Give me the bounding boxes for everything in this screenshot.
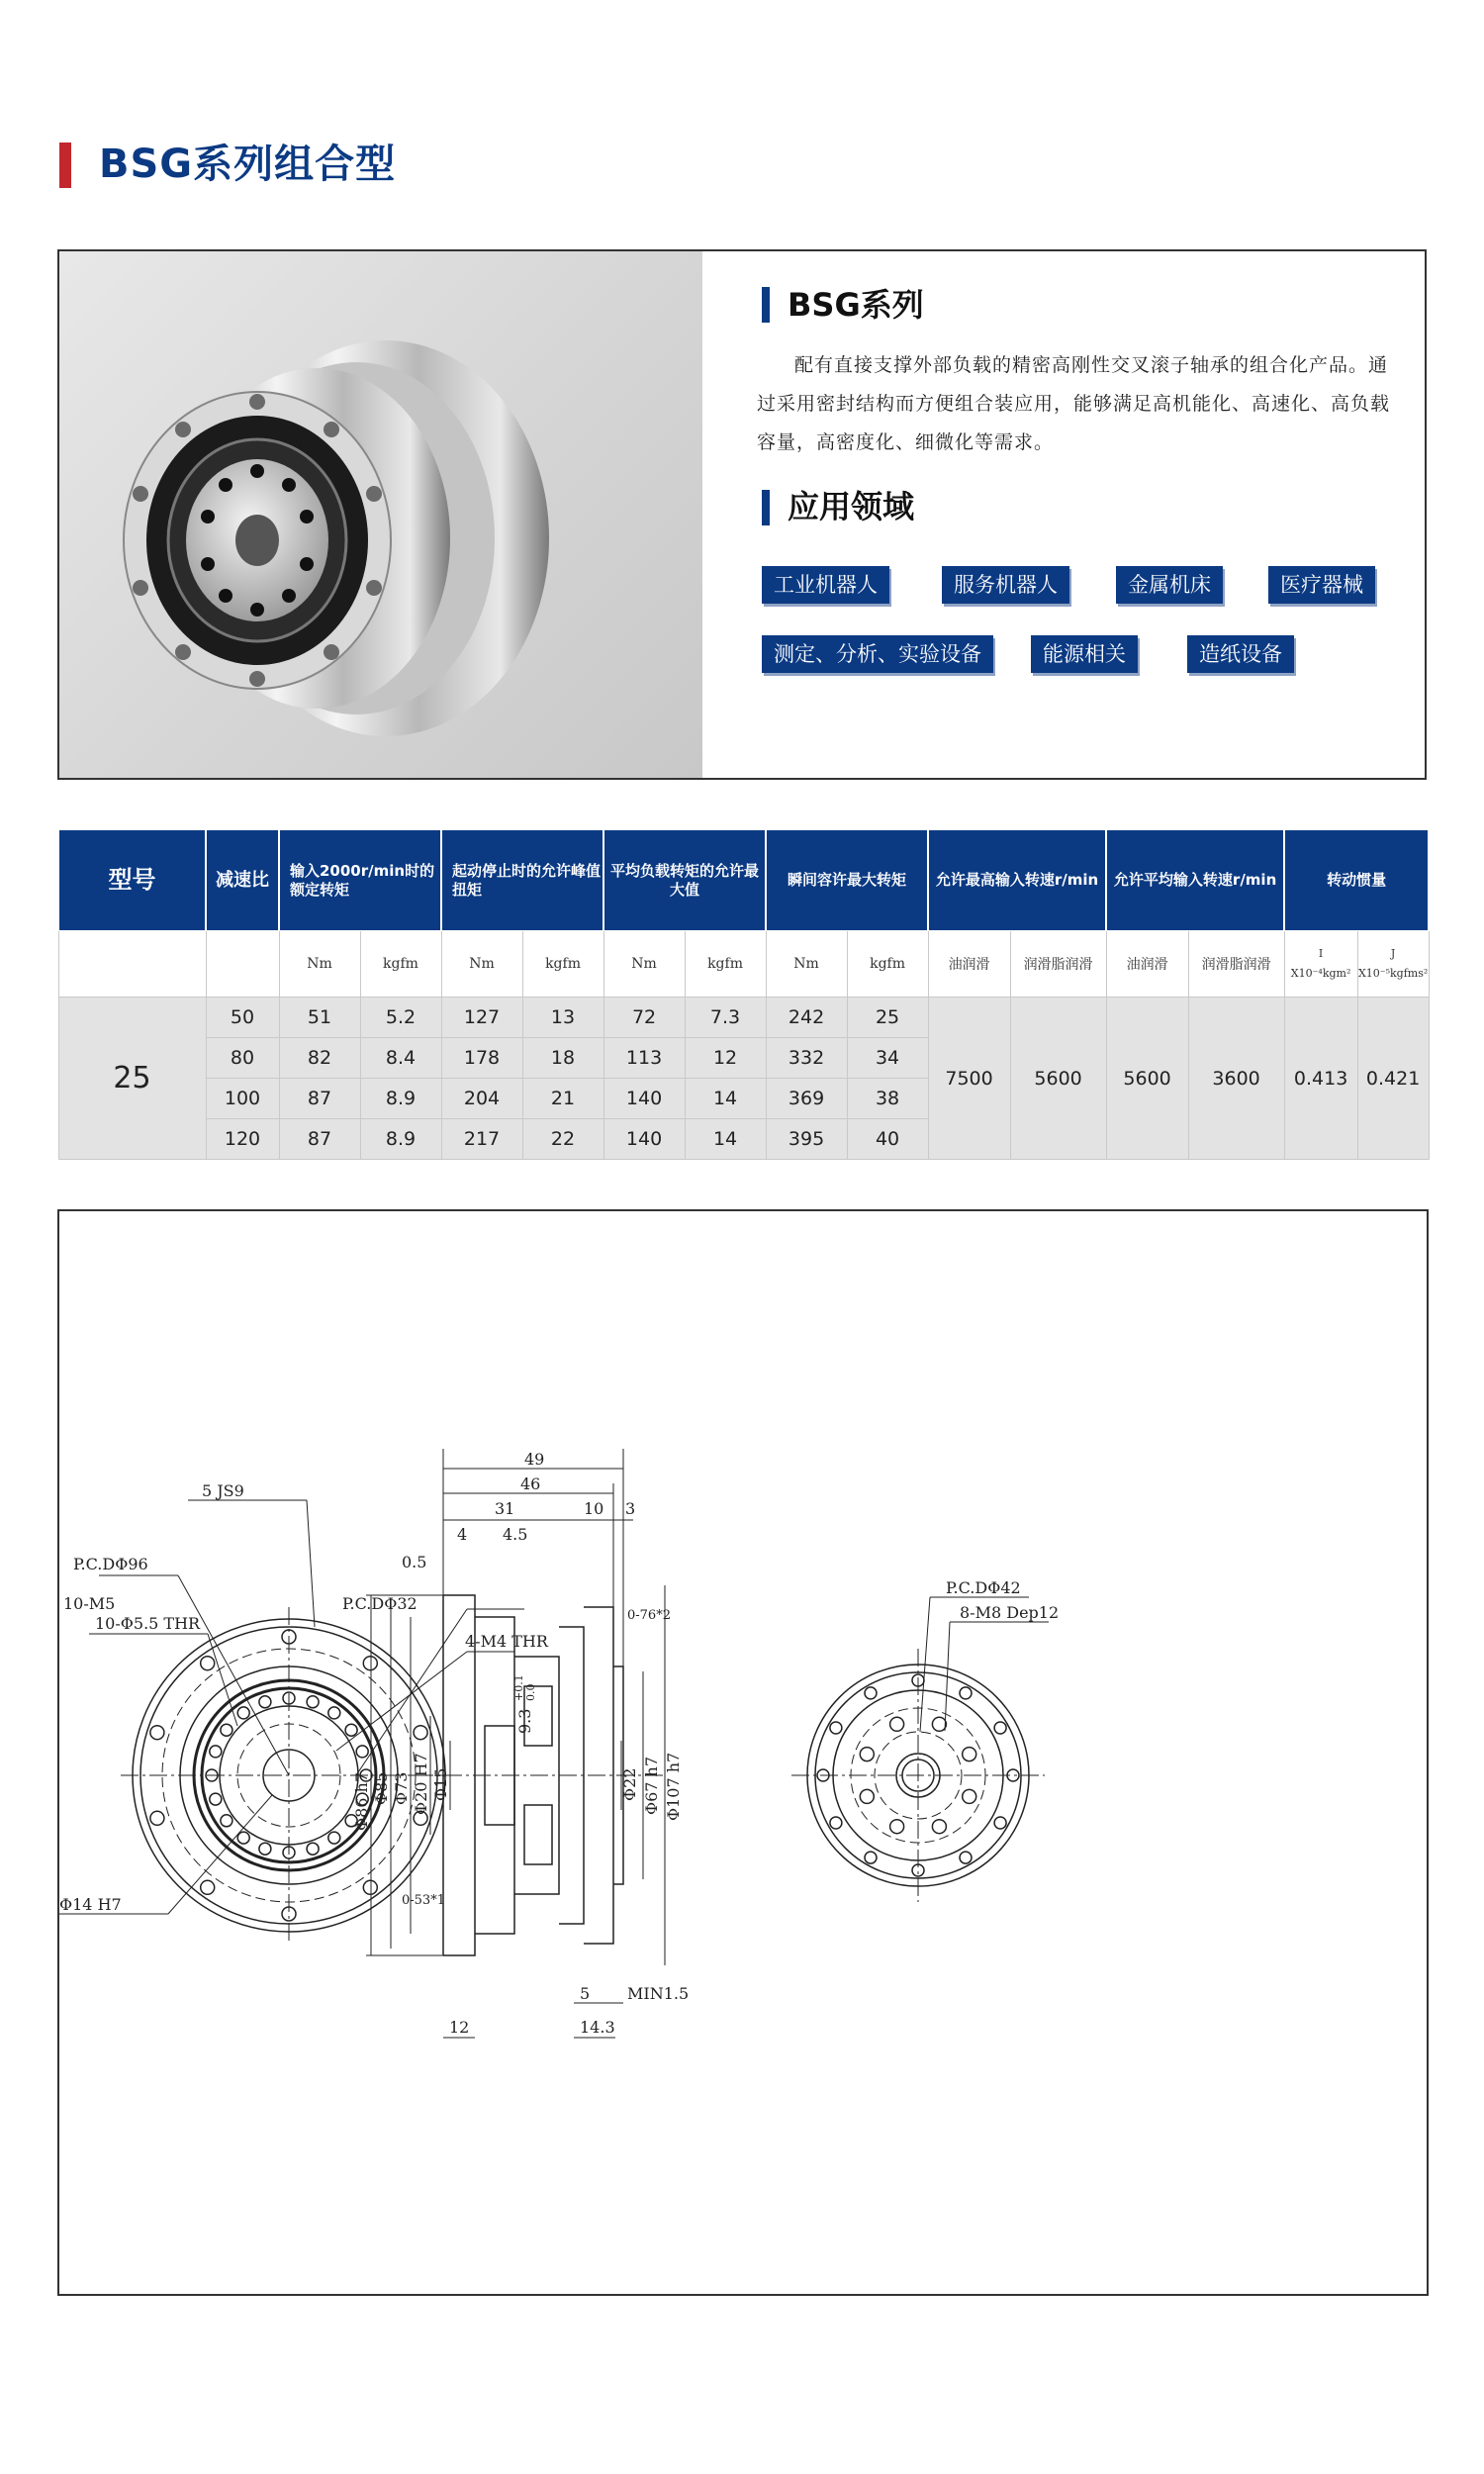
unit-oil: 油润滑 bbox=[1106, 931, 1188, 998]
unit-inertia-j bbox=[1357, 931, 1429, 998]
label-side-d85: Φ85 bbox=[372, 1771, 391, 1805]
bolt-hole bbox=[259, 1843, 271, 1855]
tag-measurement: 测定、分析、实验设备 bbox=[762, 635, 993, 673]
cell: 7.3 bbox=[685, 998, 766, 1038]
cell: 140 bbox=[603, 1119, 685, 1160]
cell: 25 bbox=[847, 998, 928, 1038]
label-front-pcd32: P.C.DΦ32 bbox=[342, 1594, 417, 1613]
cell-ratio: 100 bbox=[206, 1079, 279, 1119]
bolt-hole bbox=[830, 1722, 842, 1734]
table-header-row bbox=[58, 830, 1429, 931]
cell-ratio: 120 bbox=[206, 1119, 279, 1160]
cell-avg-speed-grease: 3600 bbox=[1188, 998, 1284, 1160]
cell: 140 bbox=[603, 1079, 685, 1119]
cell-inertia-i: 0.413 bbox=[1284, 998, 1357, 1160]
cell: 72 bbox=[603, 998, 685, 1038]
page-title: BSG系列组合型 bbox=[99, 142, 397, 187]
label-side-d20: Φ20 H7 bbox=[412, 1753, 430, 1815]
cell: 14 bbox=[685, 1119, 766, 1160]
bolt-hole bbox=[932, 1717, 946, 1731]
tag-industrial-robot: 工业机器人 bbox=[762, 566, 889, 604]
cell: 178 bbox=[441, 1038, 522, 1079]
bolt-hole bbox=[201, 1657, 215, 1670]
label-side-4-5: 4.5 bbox=[503, 1525, 528, 1544]
label-side-49: 49 bbox=[524, 1450, 545, 1469]
unit-kgfm: kgfm bbox=[847, 931, 928, 998]
bolt-hole bbox=[150, 1811, 164, 1825]
bolt-hole bbox=[150, 1726, 164, 1740]
header-inertia: 转动惯量 bbox=[1284, 830, 1429, 931]
cell: 38 bbox=[847, 1079, 928, 1119]
header-model: 型号 bbox=[58, 830, 206, 931]
cell-ratio: 50 bbox=[206, 998, 279, 1038]
bolt-hole bbox=[890, 1820, 904, 1834]
cell-inertia-j: 0.421 bbox=[1357, 998, 1429, 1160]
bolt-hole bbox=[932, 1820, 946, 1834]
inertia-i-unit: X10⁻⁴kgm² bbox=[1290, 967, 1351, 980]
cell: 242 bbox=[766, 998, 847, 1038]
label-front-10-holes: 10-Φ5.5 THR bbox=[95, 1614, 201, 1633]
label-front-m5: 10-M5 bbox=[63, 1594, 116, 1613]
cell: 82 bbox=[279, 1038, 360, 1079]
cell: 204 bbox=[441, 1079, 522, 1119]
label-side-46: 46 bbox=[520, 1475, 541, 1493]
bolt-hole bbox=[328, 1832, 340, 1844]
bolt-hole bbox=[414, 1726, 427, 1740]
bolt-hole bbox=[363, 1657, 377, 1670]
label-side-d73: Φ73 bbox=[392, 1771, 411, 1805]
bolt-hole bbox=[363, 1880, 377, 1894]
cell-max-speed-oil: 7500 bbox=[928, 998, 1010, 1160]
unit-nm: Nm bbox=[279, 931, 360, 998]
label-back-pcd42: P.C.DΦ42 bbox=[946, 1578, 1021, 1597]
bolt-hole bbox=[259, 1696, 271, 1708]
bolt-hole bbox=[237, 1707, 249, 1719]
application-title-bar bbox=[762, 490, 770, 525]
label-front-m4: 4-M4 THR bbox=[465, 1632, 548, 1651]
label-side-oring-76: 0-76*2 bbox=[627, 1608, 671, 1623]
bolt-hole bbox=[960, 1852, 972, 1863]
cell: 217 bbox=[441, 1119, 522, 1160]
application-title: 应用领域 bbox=[788, 488, 915, 525]
bolt-hole bbox=[865, 1852, 877, 1863]
bolt-hole bbox=[963, 1748, 976, 1761]
product-image bbox=[59, 251, 702, 778]
bolt-hole bbox=[221, 1815, 232, 1827]
unit-inertia-i bbox=[1284, 931, 1357, 998]
cell: 40 bbox=[847, 1119, 928, 1160]
series-title: BSG系列 bbox=[788, 286, 924, 324]
bolt-hole bbox=[345, 1724, 357, 1736]
table-row bbox=[58, 998, 1429, 1038]
header-avg-torque: 平均负载转矩的允许最大值 bbox=[603, 830, 766, 931]
bolt-hole bbox=[328, 1707, 340, 1719]
header-avg-speed: 允许平均输入转速r/min bbox=[1106, 830, 1284, 931]
tag-energy: 能源相关 bbox=[1031, 635, 1138, 673]
bolt-hole bbox=[960, 1687, 972, 1699]
label-side-d22: Φ22 bbox=[620, 1767, 639, 1801]
series-description: 配有直接支撑外部负载的精密高刚性交叉滚子轴承的组合化产品。通过采用密封结构而方便组合装应用，能够满足高机能化、高速化、高负载容量，高密度化、细微化等需求。 bbox=[757, 354, 1391, 453]
bolt-hole bbox=[356, 1746, 368, 1758]
cell-avg-speed-oil: 5600 bbox=[1106, 998, 1188, 1160]
bolt-hole bbox=[994, 1817, 1006, 1829]
bolt-hole bbox=[865, 1687, 877, 1699]
label-front-tol-plus: +0.1 bbox=[512, 1674, 525, 1701]
cell: 87 bbox=[279, 1079, 360, 1119]
cell: 22 bbox=[522, 1119, 603, 1160]
cell: 113 bbox=[603, 1038, 685, 1079]
inertia-j-unit: X10⁻⁵kgfms² bbox=[1357, 967, 1429, 980]
cell: 395 bbox=[766, 1119, 847, 1160]
bolt-hole bbox=[210, 1746, 222, 1758]
label-side-3: 3 bbox=[625, 1499, 636, 1518]
unit-nm: Nm bbox=[766, 931, 847, 998]
label-side-5: 5 bbox=[580, 1984, 591, 2003]
bolt-hole bbox=[307, 1843, 319, 1855]
bolt-hole bbox=[830, 1817, 842, 1829]
technical-drawing bbox=[59, 1211, 1427, 2294]
label-side-0-5: 0.5 bbox=[402, 1553, 427, 1571]
tag-paper: 造纸设备 bbox=[1187, 635, 1294, 673]
tag-machine-tool: 金属机床 bbox=[1116, 566, 1223, 604]
label-side-4: 4 bbox=[457, 1525, 468, 1544]
cell: 5.2 bbox=[360, 998, 441, 1038]
label-front-9-3: 9.3 bbox=[515, 1708, 534, 1734]
cell: 18 bbox=[522, 1038, 603, 1079]
title-accent-bar bbox=[59, 143, 71, 188]
cell-ratio: 80 bbox=[206, 1038, 279, 1079]
back-view bbox=[791, 1597, 1049, 1902]
cell: 14 bbox=[685, 1079, 766, 1119]
cell: 127 bbox=[441, 998, 522, 1038]
cell: 51 bbox=[279, 998, 360, 1038]
bolt-hole bbox=[994, 1722, 1006, 1734]
bolt-hole bbox=[201, 1880, 215, 1894]
unit-nm: Nm bbox=[603, 931, 685, 998]
label-front-keyway: 5 JS9 bbox=[202, 1481, 244, 1500]
cell: 87 bbox=[279, 1119, 360, 1160]
cell: 21 bbox=[522, 1079, 603, 1119]
label-side-min1-5: MIN1.5 bbox=[627, 1984, 690, 2003]
label-side-31: 31 bbox=[495, 1499, 515, 1518]
label-side-oring-53: 0-53*1 bbox=[402, 1893, 445, 1908]
inertia-j-symbol: J bbox=[1390, 947, 1396, 960]
unit-empty bbox=[206, 931, 279, 998]
bolt-hole bbox=[860, 1789, 874, 1803]
tag-medical: 医疗器械 bbox=[1268, 566, 1375, 604]
cell: 8.9 bbox=[360, 1119, 441, 1160]
label-side-d67: Φ67 h7 bbox=[642, 1756, 661, 1815]
cell: 369 bbox=[766, 1079, 847, 1119]
unit-oil: 油润滑 bbox=[928, 931, 1010, 998]
cell: 8.4 bbox=[360, 1038, 441, 1079]
bolt-hole bbox=[210, 1793, 222, 1805]
label-side-10: 10 bbox=[584, 1499, 604, 1518]
unit-grease: 润滑脂润滑 bbox=[1188, 931, 1284, 998]
bolt-hole bbox=[890, 1717, 904, 1731]
inertia-i-symbol: I bbox=[1318, 947, 1324, 960]
unit-kgfm: kgfm bbox=[685, 931, 766, 998]
series-title-bar bbox=[762, 287, 770, 323]
table-unit-row bbox=[58, 931, 1429, 998]
cell: 13 bbox=[522, 998, 603, 1038]
label-front-pcd96: P.C.DΦ96 bbox=[73, 1555, 148, 1573]
label-side-14-3: 14.3 bbox=[580, 2018, 615, 2037]
model-cell: 25 bbox=[58, 998, 206, 1160]
bolt-hole bbox=[237, 1832, 249, 1844]
cell: 8.9 bbox=[360, 1079, 441, 1119]
label-side-d86: Φ86 h7 bbox=[352, 1771, 371, 1831]
label-front-tol-zero: 0.0 bbox=[524, 1683, 537, 1701]
unit-kgfm: kgfm bbox=[522, 931, 603, 998]
unit-kgfm: kgfm bbox=[360, 931, 441, 998]
cell: 12 bbox=[685, 1038, 766, 1079]
spec-table bbox=[57, 829, 1430, 1160]
label-back-m8: 8-M8 Dep12 bbox=[960, 1603, 1060, 1622]
cell-max-speed-grease: 5600 bbox=[1010, 998, 1106, 1160]
cell: 34 bbox=[847, 1038, 928, 1079]
header-ratio: 减速比 bbox=[206, 830, 279, 931]
header-max-speed: 允许最高输入转速r/min bbox=[928, 830, 1106, 931]
bolt-hole bbox=[221, 1724, 232, 1736]
label-side-d107: Φ107 h7 bbox=[664, 1752, 683, 1821]
unit-grease: 润滑脂润滑 bbox=[1010, 931, 1106, 998]
cell: 332 bbox=[766, 1038, 847, 1079]
header-rated-torque: 输入2000r/min时的额定转矩 bbox=[279, 830, 441, 931]
unit-nm: Nm bbox=[441, 931, 522, 998]
tag-service-robot: 服务机器人 bbox=[942, 566, 1069, 604]
header-peak-torque: 起动停止时的允许峰值扭矩 bbox=[441, 830, 603, 931]
bolt-hole bbox=[860, 1748, 874, 1761]
bolt-hole bbox=[307, 1696, 319, 1708]
header-momentary-torque: 瞬间容许最大转矩 bbox=[766, 830, 928, 931]
bolt-hole bbox=[963, 1789, 976, 1803]
label-side-d15: Φ15 bbox=[431, 1767, 450, 1801]
label-side-12: 12 bbox=[449, 2018, 470, 2037]
unit-empty bbox=[58, 931, 206, 998]
label-front-bore: Φ14 H7 bbox=[59, 1895, 122, 1914]
